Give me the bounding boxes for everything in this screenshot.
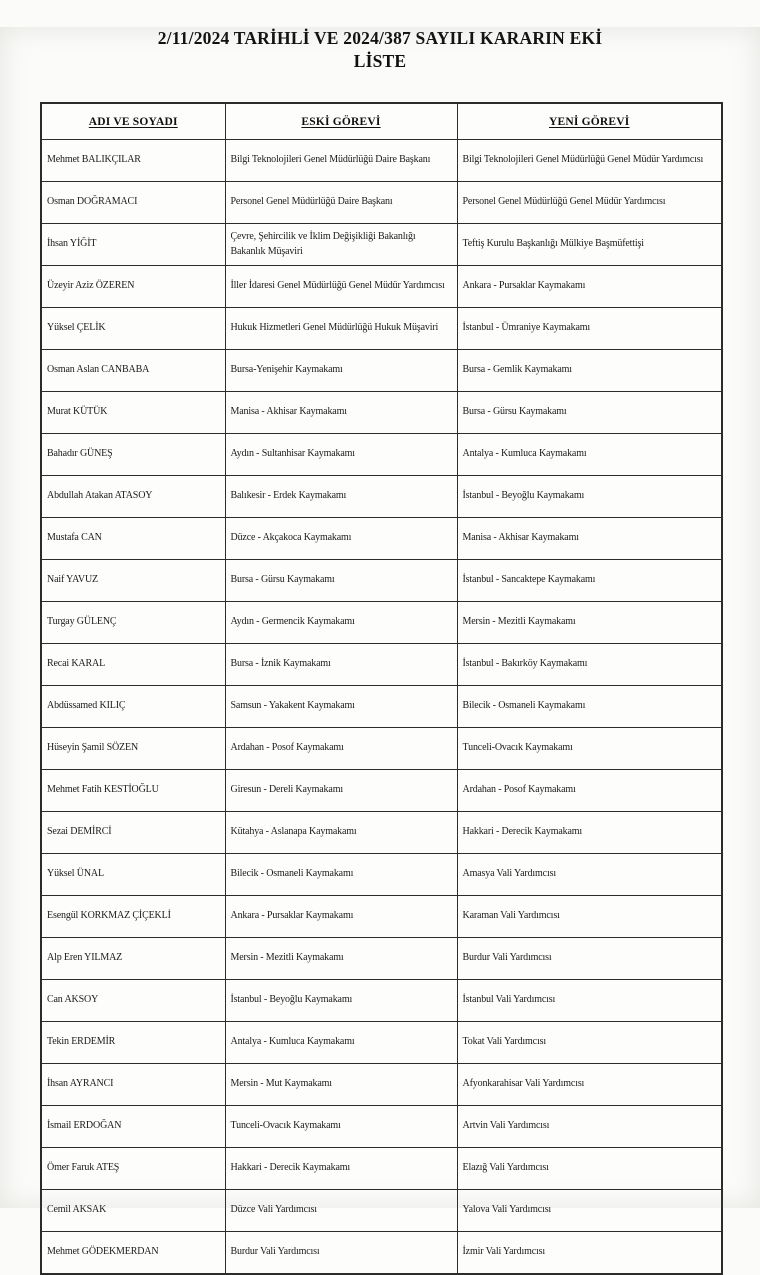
name-cell: İsmail ERDOĞAN (41, 1106, 225, 1148)
name-cell: Bahadır GÜNEŞ (41, 434, 225, 476)
column-header-old-position: ESKİ GÖREVİ (225, 103, 457, 140)
table-row (41, 938, 722, 980)
page-title (0, 27, 760, 73)
table-row (41, 476, 722, 518)
table-row (41, 644, 722, 686)
old-position-cell: Tunceli-Ovacık Kaymakamı (225, 1106, 457, 1148)
name-cell: Alp Eren YILMAZ (41, 938, 225, 980)
new-position-cell: Yalova Vali Yardımcısı (457, 1190, 722, 1232)
name-cell: Hüseyin Şamil SÖZEN (41, 728, 225, 770)
name-cell: Osman DOĞRAMACI (41, 182, 225, 224)
old-position-cell: Hakkari - Derecik Kaymakamı (225, 1148, 457, 1190)
new-position-cell: İstanbul - Ümraniye Kaymakamı (457, 308, 722, 350)
name-cell: Mehmet GÖDEKMERDAN (41, 1232, 225, 1275)
new-position-cell: Teftiş Kurulu Başkanlığı Mülkiye Başmüfettişi (457, 224, 722, 266)
scanned-decree-page (0, 27, 760, 1258)
name-cell: Recai KARAL (41, 644, 225, 686)
table-row (41, 1106, 722, 1148)
name-cell: Esengül KORKMAZ ÇİÇEKLİ (41, 896, 225, 938)
appointments-table (40, 102, 723, 1275)
old-position-cell: Ankara - Pursaklar Kaymakamı (225, 896, 457, 938)
table-row (41, 1064, 722, 1106)
old-position-cell: Çevre, Şehircilik ve İklim Değişikliği Bakanlığı Bakanlık Müşaviri (225, 224, 457, 266)
name-cell: Can AKSOY (41, 980, 225, 1022)
appointments-table-container (40, 102, 721, 1275)
table-row (41, 224, 722, 266)
new-position-cell: Antalya - Kumluca Kaymakamı (457, 434, 722, 476)
page-title-line2: LİSTE (353, 51, 407, 72)
new-position-cell: İstanbul Vali Yardımcısı (457, 980, 722, 1022)
old-position-cell: Aydın - Sultanhisar Kaymakamı (225, 434, 457, 476)
page-title-line1: 2/11/2024 TARİHLİ VE 2024/387 SAYILI KARARIN EKİ (157, 28, 603, 48)
new-position-cell: Elazığ Vali Yardımcısı (457, 1148, 722, 1190)
old-position-cell: Bursa - Gürsu Kaymakamı (225, 560, 457, 602)
old-position-cell: Manisa - Akhisar Kaymakamı (225, 392, 457, 434)
name-cell: Abdüssamed KILIÇ (41, 686, 225, 728)
table-row (41, 560, 722, 602)
name-cell: Cemil AKSAK (41, 1190, 225, 1232)
new-position-cell: İstanbul - Bakırköy Kaymakamı (457, 644, 722, 686)
table-row (41, 896, 722, 938)
old-position-cell: Balıkesir - Erdek Kaymakamı (225, 476, 457, 518)
new-position-cell: Afyonkarahisar Vali Yardımcısı (457, 1064, 722, 1106)
table-row (41, 686, 722, 728)
old-position-cell: Samsun - Yakakent Kaymakamı (225, 686, 457, 728)
old-position-cell: Düzce Vali Yardımcısı (225, 1190, 457, 1232)
old-position-cell: İstanbul - Beyoğlu Kaymakamı (225, 980, 457, 1022)
header-row (41, 103, 722, 140)
old-position-cell: Giresun - Dereli Kaymakamı (225, 770, 457, 812)
table-row (41, 854, 722, 896)
table-row (41, 1190, 722, 1232)
new-position-cell: Bursa - Gürsu Kaymakamı (457, 392, 722, 434)
table-row (41, 980, 722, 1022)
new-position-cell: Hakkari - Derecik Kaymakamı (457, 812, 722, 854)
new-position-cell: İzmir Vali Yardımcısı (457, 1232, 722, 1275)
old-position-cell: Bursa-Yenişehir Kaymakamı (225, 350, 457, 392)
old-position-cell: Düzce - Akçakoca Kaymakamı (225, 518, 457, 560)
new-position-cell: Karaman Vali Yardımcısı (457, 896, 722, 938)
old-position-cell: Antalya - Kumluca Kaymakamı (225, 1022, 457, 1064)
table-row (41, 1148, 722, 1190)
table-row (41, 266, 722, 308)
table-row (41, 770, 722, 812)
new-position-cell: İstanbul - Beyoğlu Kaymakamı (457, 476, 722, 518)
old-position-cell: Hukuk Hizmetleri Genel Müdürlüğü Hukuk Müşaviri (225, 308, 457, 350)
old-position-cell: Mersin - Mezitli Kaymakamı (225, 938, 457, 980)
old-position-cell: Aydın - Germencik Kaymakamı (225, 602, 457, 644)
old-position-cell: Bilgi Teknolojileri Genel Müdürlüğü Daire Başkanı (225, 140, 457, 182)
table-row (41, 140, 722, 182)
table-row (41, 812, 722, 854)
old-position-cell: Personel Genel Müdürlüğü Daire Başkanı (225, 182, 457, 224)
name-cell: Osman Aslan CANBABA (41, 350, 225, 392)
name-cell: Turgay GÜLENÇ (41, 602, 225, 644)
name-cell: İhsan YİĞİT (41, 224, 225, 266)
table-row (41, 350, 722, 392)
old-position-cell: Ardahan - Posof Kaymakamı (225, 728, 457, 770)
new-position-cell: Personel Genel Müdürlüğü Genel Müdür Yardımcısı (457, 182, 722, 224)
table-row (41, 308, 722, 350)
new-position-cell: Manisa - Akhisar Kaymakamı (457, 518, 722, 560)
table-row (41, 434, 722, 476)
name-cell: Naif YAVUZ (41, 560, 225, 602)
new-position-cell: Bursa - Gemlik Kaymakamı (457, 350, 722, 392)
name-cell: Tekin ERDEMİR (41, 1022, 225, 1064)
new-position-cell: Artvin Vali Yardımcısı (457, 1106, 722, 1148)
table-row (41, 728, 722, 770)
name-cell: Abdullah Atakan ATASOY (41, 476, 225, 518)
old-position-cell: Bursa - İznik Kaymakamı (225, 644, 457, 686)
name-cell: İhsan AYRANCI (41, 1064, 225, 1106)
old-position-cell: Bilecik - Osmaneli Kaymakamı (225, 854, 457, 896)
new-position-cell: Ankara - Pursaklar Kaymakamı (457, 266, 722, 308)
old-position-cell: Burdur Vali Yardımcısı (225, 1232, 457, 1275)
name-cell: Mehmet Fatih KESTİOĞLU (41, 770, 225, 812)
table-row (41, 602, 722, 644)
old-position-cell: Kütahya - Aslanapa Kaymakamı (225, 812, 457, 854)
table-row (41, 518, 722, 560)
name-cell: Yüksel ÜNAL (41, 854, 225, 896)
table-row (41, 1022, 722, 1064)
column-header-new-position: YENİ GÖREVİ (457, 103, 722, 140)
name-cell: Mustafa CAN (41, 518, 225, 560)
name-cell: Üzeyir Aziz ÖZEREN (41, 266, 225, 308)
new-position-cell: Bilecik - Osmaneli Kaymakamı (457, 686, 722, 728)
table-row (41, 1232, 722, 1275)
new-position-cell: Tunceli-Ovacık Kaymakamı (457, 728, 722, 770)
name-cell: Yüksel ÇELİK (41, 308, 225, 350)
new-position-cell: Tokat Vali Yardımcısı (457, 1022, 722, 1064)
old-position-cell: Mersin - Mut Kaymakamı (225, 1064, 457, 1106)
new-position-cell: Burdur Vali Yardımcısı (457, 938, 722, 980)
new-position-cell: İstanbul - Sancaktepe Kaymakamı (457, 560, 722, 602)
column-header-name: ADI VE SOYADI (41, 103, 225, 140)
table-row (41, 392, 722, 434)
new-position-cell: Bilgi Teknolojileri Genel Müdürlüğü Genel Müdür Yardımcısı (457, 140, 722, 182)
new-position-cell: Ardahan - Posof Kaymakamı (457, 770, 722, 812)
name-cell: Mehmet BALIKÇILAR (41, 140, 225, 182)
new-position-cell: Mersin - Mezitli Kaymakamı (457, 602, 722, 644)
old-position-cell: İller İdaresi Genel Müdürlüğü Genel Müdür Yardımcısı (225, 266, 457, 308)
table-row (41, 182, 722, 224)
name-cell: Sezai DEMİRCİ (41, 812, 225, 854)
name-cell: Murat KÜTÜK (41, 392, 225, 434)
new-position-cell: Amasya Vali Yardımcısı (457, 854, 722, 896)
name-cell: Ömer Faruk ATEŞ (41, 1148, 225, 1190)
